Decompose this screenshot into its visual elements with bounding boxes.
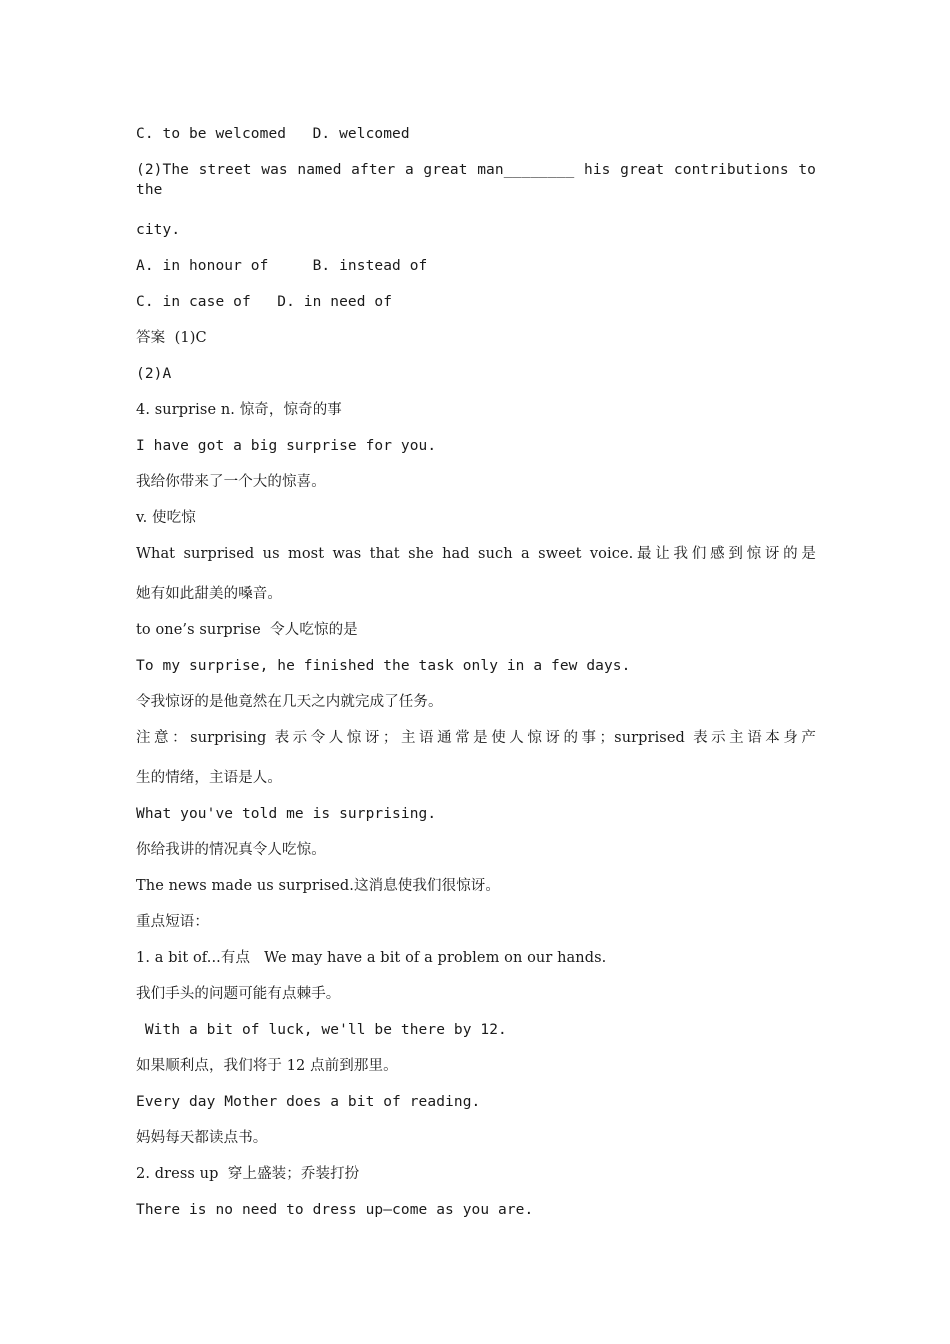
document-body (136, 124, 816, 1236)
text-line: (2)The street was named after a great man________ his great contributions to the (136, 162, 816, 198)
example-translation: 妈妈每天都读点书。 (136, 1130, 268, 1146)
phrase-heading: 1. a bit of...有点 We may have a bit of a problem on our hands. (136, 950, 607, 966)
example-sentence: There is no need to dress up—come as you are. (136, 1202, 534, 1218)
phrase-heading: to one’s surprise 令人吃惊的是 (136, 622, 358, 638)
phrase-heading: 2. dress up 穿上盛装；乔装打扮 (136, 1166, 360, 1182)
example-sentence: What surprised us most was that she had such a sweet voice.最让我们感到惊讶的是 (136, 546, 816, 562)
example-sentence: What you've told me is surprising. (136, 806, 437, 822)
example-sentence: To my surprise, he finished the task only in a few days. (136, 658, 631, 674)
example-translation: 如果顺利点，我们将于 12 点前到那里。 (136, 1058, 398, 1074)
answer-line: (2)A (136, 366, 172, 382)
example-sentence: With a bit of luck, we'll be there by 12. (136, 1022, 507, 1038)
text-line: C. to be welcomed D. welcomed (136, 126, 410, 142)
text-line: A. in honour of B. instead of (136, 258, 428, 274)
example-sentence: I have got a big surprise for you. (136, 438, 437, 454)
note-line: 注意：surprising 表示令人惊讶；主语通常是使人惊讶的事；surprised 表示主语本身产 (136, 730, 816, 746)
example-sentence: The news made us surprised.这消息使我们很惊讶。 (136, 878, 501, 894)
text-line: city. (136, 222, 181, 238)
note-line: 生的情绪，主语是人。 (136, 770, 282, 786)
example-translation: 你给我讲的情况真令人吃惊。 (136, 842, 326, 858)
example-translation: 令我惊讶的是他竟然在几天之内就完成了任务。 (136, 694, 443, 710)
example-translation: 我们手头的问题可能有点棘手。 (136, 986, 341, 1002)
vocab-heading: 4. surprise n. 惊奇，惊奇的事 (136, 402, 342, 418)
answer-line: 答案 (1)C (136, 330, 207, 346)
example-translation: 我给你带来了一个大的惊喜。 (136, 474, 326, 490)
example-sentence: Every day Mother does a bit of reading. (136, 1094, 481, 1110)
text-line: C. in case of D. in need of (136, 294, 393, 310)
example-translation: 她有如此甜美的嗓音。 (136, 586, 282, 602)
section-heading: 重点短语： (136, 914, 209, 930)
vocab-subheading: v. 使吃惊 (136, 510, 196, 526)
